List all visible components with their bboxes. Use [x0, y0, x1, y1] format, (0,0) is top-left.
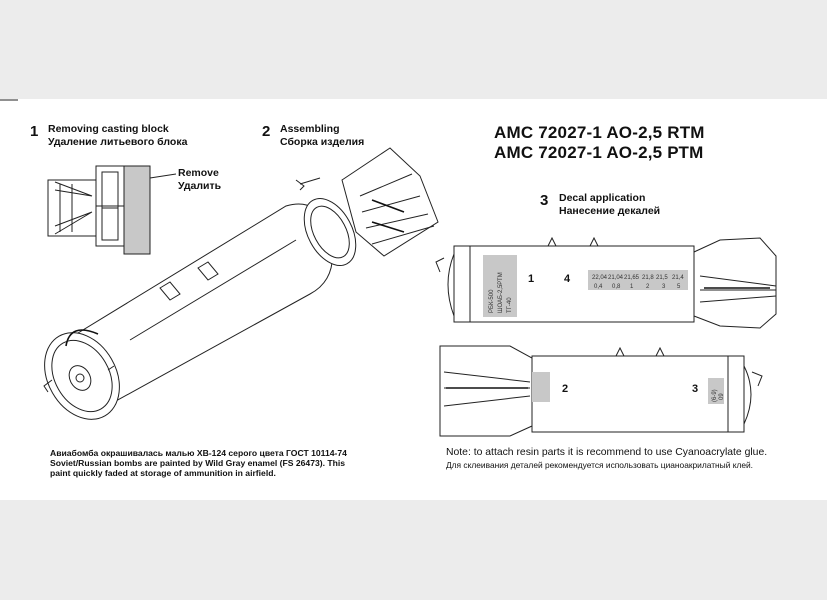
decal-view-bottom: [440, 346, 762, 436]
decal-view-top: [436, 238, 776, 328]
svg-text:21,4: 21,4: [672, 275, 684, 281]
page-title-line-2: AMC 72027-1 AO-2,5 РТМ: [494, 143, 704, 162]
step-1-label-en: Removing casting block: [48, 123, 169, 135]
step-2-label-en: Assembling: [280, 123, 340, 135]
svg-text:РБК-500: РБК-500: [489, 289, 495, 313]
step-2-number: 2: [262, 123, 271, 140]
paint-note-ru: Авиабомба окрашивалась малью ХВ-124 серого цвета ГОСТ 10114-74: [50, 448, 347, 458]
svg-text:(6-9): (6-9): [712, 389, 718, 402]
svg-text:21,8: 21,8: [642, 275, 654, 281]
step-1-label-ru: Удаление литьевого блока: [48, 136, 188, 148]
remove-label-ru: Удалить: [178, 180, 222, 192]
svg-text:21,65: 21,65: [624, 275, 640, 281]
svg-text:21,04: 21,04: [608, 275, 624, 281]
svg-text:3: 3: [692, 383, 699, 395]
svg-text:22,04: 22,04: [592, 275, 608, 281]
svg-text:2: 2: [646, 284, 650, 290]
step-3-number: 3: [540, 192, 549, 209]
svg-text:0,8: 0,8: [612, 284, 621, 290]
svg-text:3: 3: [662, 284, 666, 290]
svg-text:ТГ-40: ТГ-40: [507, 297, 513, 313]
svg-text:21,5: 21,5: [656, 275, 668, 281]
paint-note-en-1: Soviet/Russian bombs are painted by Wild Gray enamel (FS 26473). This: [50, 458, 346, 468]
glue-note-en: Note: to attach resin parts it is recommend to use Cyanoacrylate glue.: [446, 447, 768, 458]
svg-text:09: 09: [719, 393, 725, 400]
step-3-label-en: Decal application: [559, 192, 646, 204]
svg-text:0,4: 0,4: [594, 284, 603, 290]
svg-text:5: 5: [677, 284, 681, 290]
paint-note-en-2: paint quickly faded at storage of ammunition in airfield.: [50, 468, 276, 478]
step-3-label-ru: Нанесение декалей: [559, 205, 661, 217]
casting-block-drawing: [48, 166, 176, 254]
step-2-label-ru: Сборка изделия: [280, 136, 365, 148]
remove-label-en: Remove: [178, 167, 219, 179]
page-title-line-1: AMC 72027-1 AO-2,5 RTM: [494, 123, 705, 142]
svg-text:1: 1: [630, 284, 634, 290]
svg-text:ШОАБ-2,5РТМ: ШОАБ-2,5РТМ: [498, 272, 504, 313]
glue-note-ru: Для склеивания деталей рекомендуется использовать цианоакрилатный клей.: [446, 460, 754, 470]
step-1-number: 1: [30, 123, 39, 140]
svg-text:4: 4: [564, 273, 571, 285]
svg-text:1: 1: [528, 273, 535, 285]
svg-text:2: 2: [562, 383, 569, 395]
